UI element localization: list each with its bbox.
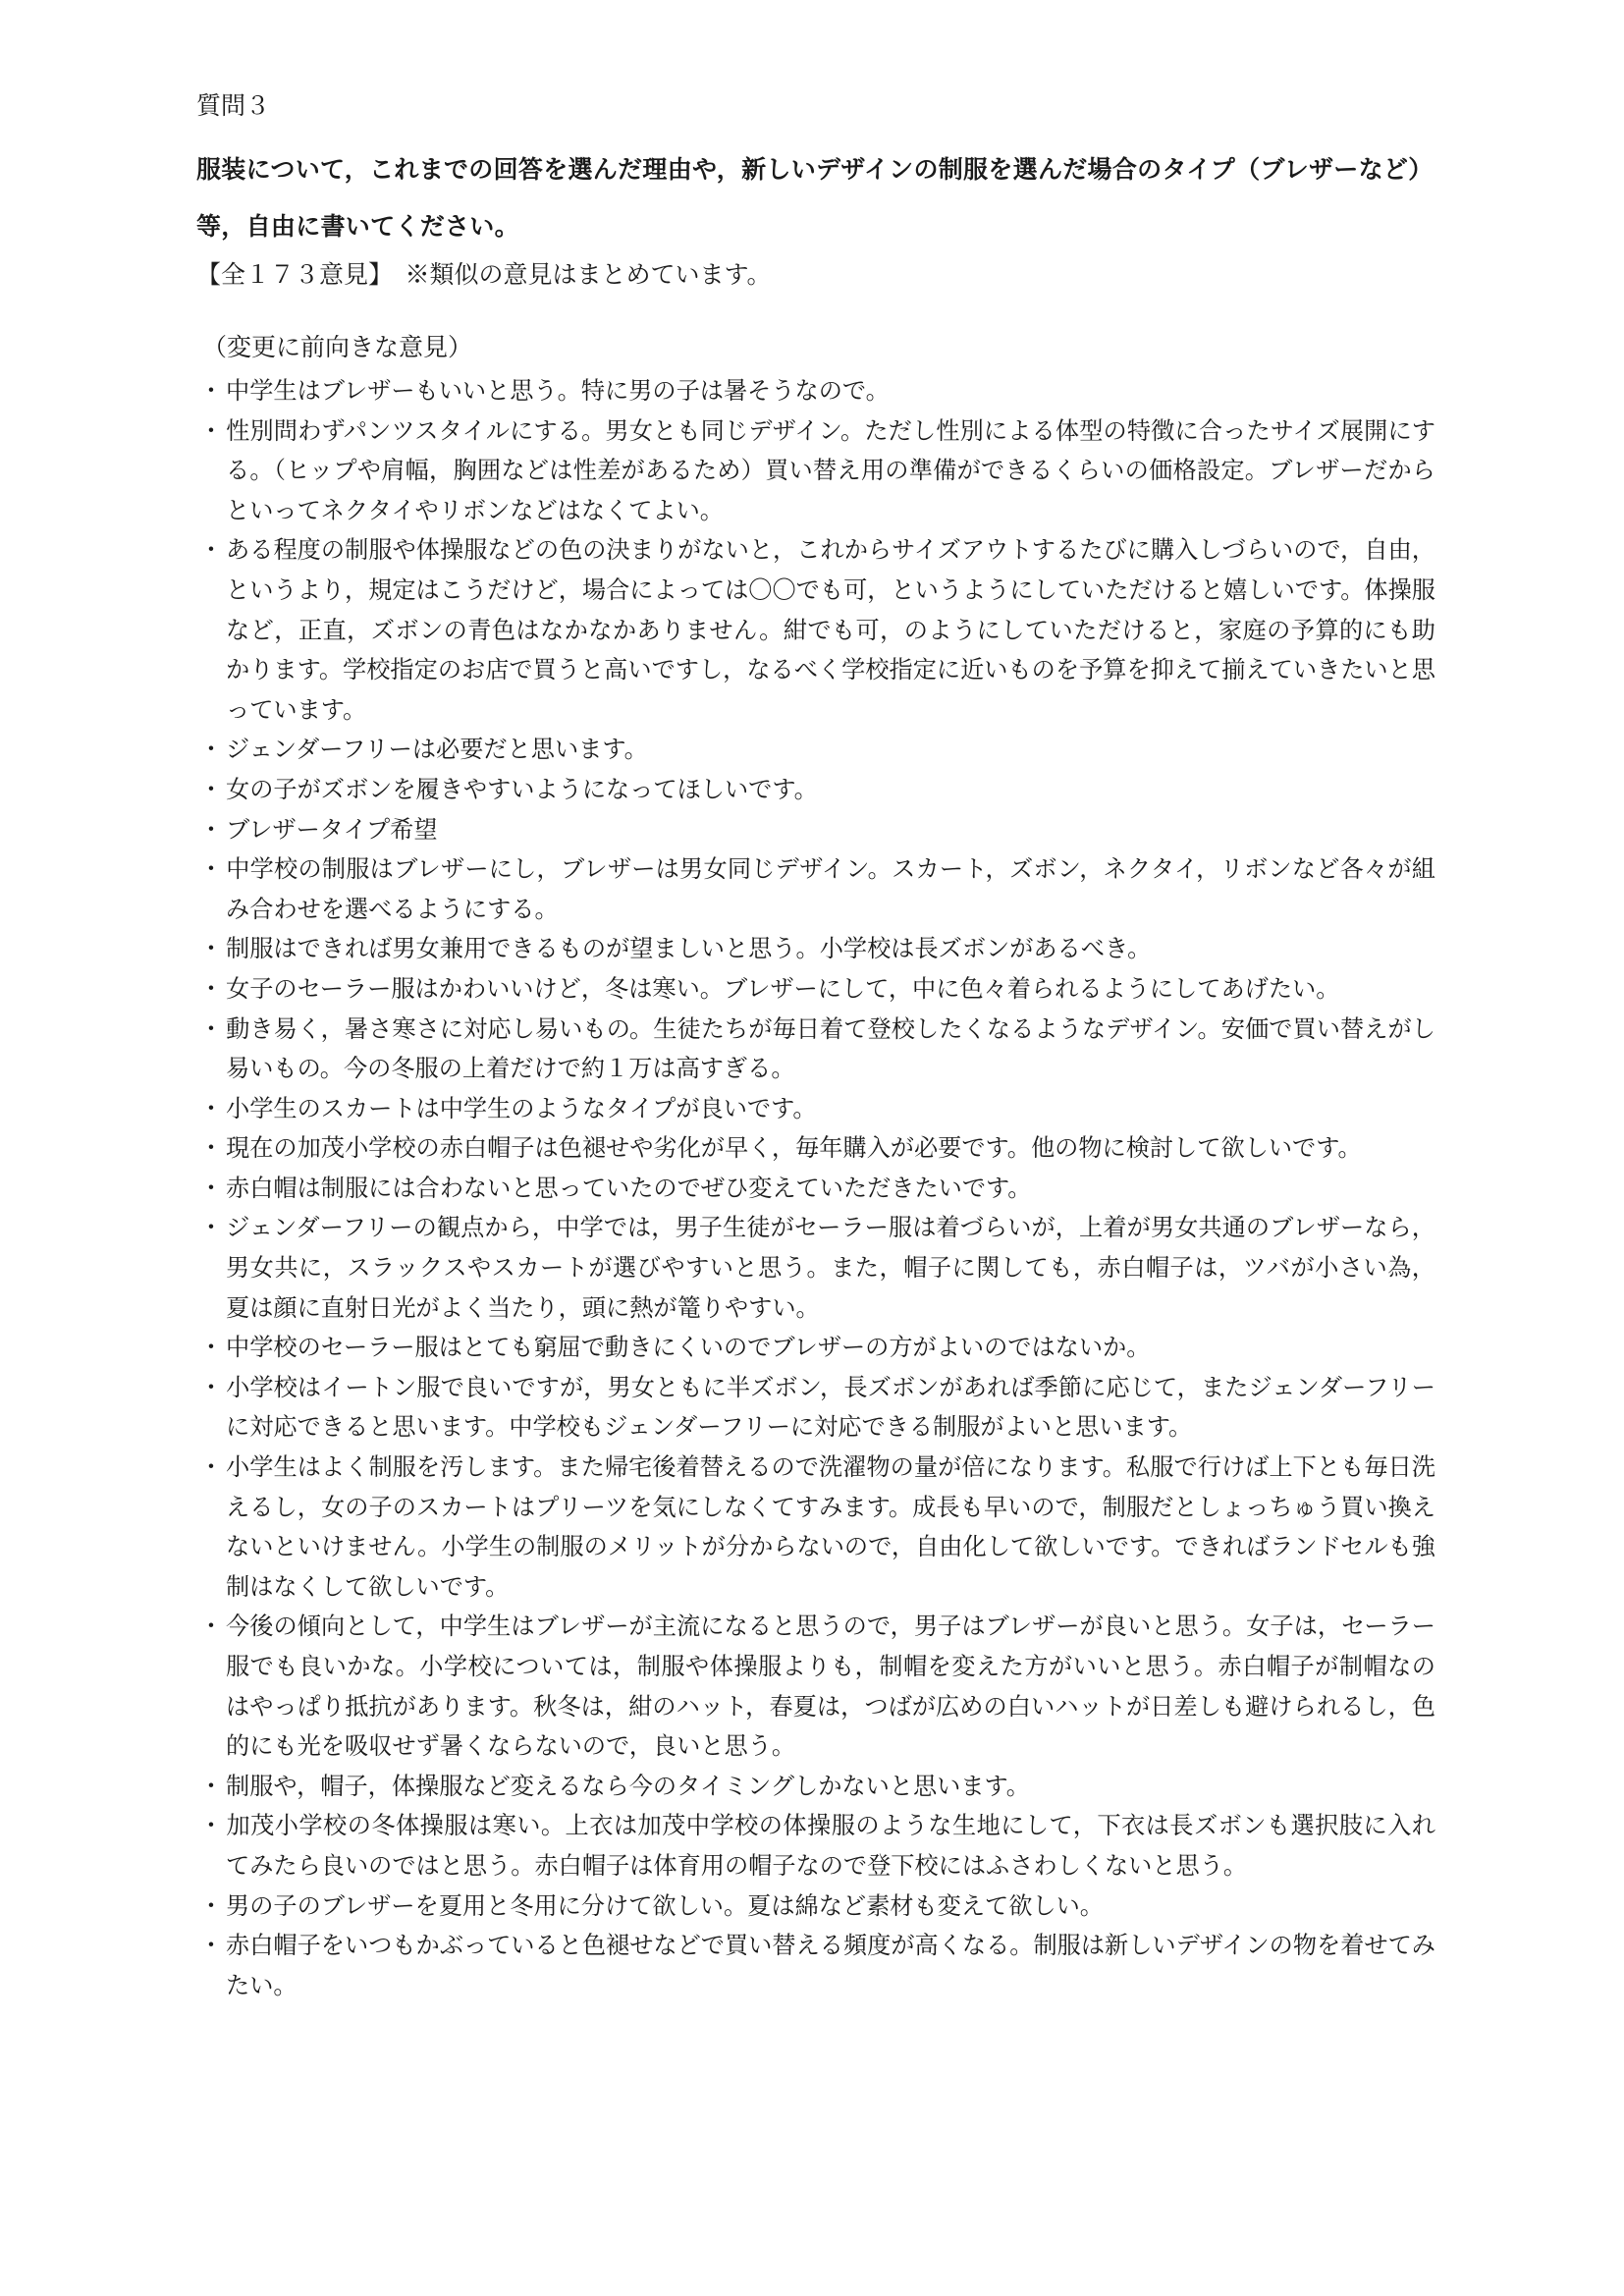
opinion-item xyxy=(196,810,1435,850)
bullet-icon: ・ xyxy=(198,1453,224,1482)
opinion-item xyxy=(196,969,1435,1010)
bullet-icon: ・ xyxy=(198,536,224,565)
bullet-icon: ・ xyxy=(198,1174,224,1202)
opinion-text: 中学生はブレザーもいいと思う。特に男の子は暑そうなので。 xyxy=(226,377,890,405)
opinion-text: 現在の加茂小学校の赤白帽子は色褪せや劣化が早く，毎年購入が必要です。他の物に検討して欲しいです。 xyxy=(226,1134,1362,1163)
bullet-icon: ・ xyxy=(198,1812,224,1840)
opinion-text: ブレザータイプ希望 xyxy=(226,815,438,844)
opinion-item xyxy=(196,770,1435,810)
bullet-icon: ・ xyxy=(198,1613,224,1641)
opinion-text: 女子のセーラー服はかわいいけど，冬は寒い。ブレザーにして，中に色々着られるようにしてあげたい。 xyxy=(226,974,1340,1003)
opinion-text: 制服や，帽子，体操服など変えるなら今のタイミングしかないと思います。 xyxy=(226,1772,1030,1800)
opinion-text: 小学校はイートン服で良いですが，男女ともに半ズボン，長ズボンがあれば季節に応じて，またジェンダーフリーに対応できると思います。中学校もジェンダーフリーに対応できる制服がよいと思います。 xyxy=(226,1373,1435,1442)
opinion-text: 赤白帽は制服には合わないと思っていたのでぜひ変えていただきたいです。 xyxy=(226,1174,1032,1202)
bullet-icon: ・ xyxy=(198,1772,224,1800)
opinion-text: 性別問わずパンツスタイルにする。男女とも同じデザイン。ただし性別による体型の特徴に合ったサイズ展開にする。（ヒップや肩幅，胸囲などは性差があるため）買い替え用の準備ができるくらいの価格設定。ブレザーだからといってネクタイやリボンなどはなくてよい。 xyxy=(226,416,1435,524)
opinion-text: 女の子がズボンを履きやすいようになってほしいです。 xyxy=(226,775,818,803)
opinion-item xyxy=(196,849,1435,929)
opinion-text: 小学生のスカートは中学生のようなタイプが良いです。 xyxy=(226,1094,817,1122)
opinion-item xyxy=(196,371,1435,411)
bullet-icon: ・ xyxy=(198,1134,224,1163)
bullet-icon: ・ xyxy=(198,1014,224,1043)
opinion-item xyxy=(196,1886,1435,1927)
opinion-item xyxy=(196,929,1435,969)
opinion-item xyxy=(196,1607,1435,1766)
opinion-item xyxy=(196,1089,1435,1129)
bullet-icon: ・ xyxy=(198,935,224,963)
bullet-icon: ・ xyxy=(198,775,224,803)
bullet-icon: ・ xyxy=(198,416,224,445)
bullet-icon: ・ xyxy=(198,1932,224,1960)
opinion-text: 制服はできれば男女兼用できるものが望ましいと思う。小学校は長ズボンがあるべき。 xyxy=(226,935,1152,963)
opinion-item xyxy=(196,1448,1435,1607)
opinion-item xyxy=(196,1368,1435,1448)
question-number: 質問３ xyxy=(196,91,271,120)
bullet-icon: ・ xyxy=(198,855,224,884)
opinion-text: 今後の傾向として，中学生はブレザーが主流になると思うので，男子はブレザーが良いと思う。女子は，セーラー服でも良いかな。小学校については，制服や体操服よりも，制帽を変えた方がいいと思う。赤白帽子が制帽なのはやっぱり抵抗があります。秋冬は，紺のハット，春夏は，つばが広めの白いハットが日差しも避けられるし，色的にも光を吸収せず暑くならないので，良いと思う。 xyxy=(226,1613,1435,1761)
opinion-item xyxy=(196,1208,1435,1328)
bullet-icon: ・ xyxy=(198,1891,224,1920)
opinion-item xyxy=(196,1010,1435,1089)
opinion-item xyxy=(196,1806,1435,1886)
opinion-item xyxy=(196,1128,1435,1169)
document-page xyxy=(196,86,1435,2005)
opinion-item xyxy=(196,1328,1435,1368)
opinion-text: 中学校の制服はブレザーにし，ブレザーは男女同じデザイン。スカート，ズボン，ネクタイ，リボンなど各々が組み合わせを選べるようにする。 xyxy=(226,855,1435,923)
opinion-text: ジェンダーフリーは必要だと思います。 xyxy=(226,736,648,764)
opinion-text: 動き易く，暑さ寒さに対応し易いもの。生徒たちが毎日着て登校したくなるようなデザイン。安価で買い替えがし易いもの。今の冬服の上着だけで約１万は高すぎる。 xyxy=(226,1014,1435,1083)
section-title: （変更に前向きな意見） xyxy=(202,333,473,361)
opinion-item xyxy=(196,1169,1435,1209)
opinion-item xyxy=(196,411,1435,531)
bullet-icon: ・ xyxy=(198,377,224,405)
opinion-item xyxy=(196,530,1435,730)
bullet-icon: ・ xyxy=(198,1334,224,1362)
bullet-icon: ・ xyxy=(198,1214,224,1242)
bullet-icon: ・ xyxy=(198,815,224,844)
bullet-icon: ・ xyxy=(198,1373,224,1401)
opinion-text: 加茂小学校の冬体操服は寒い。上衣は加茂中学校の体操服のような生地にして，下衣は長ズボンも選択肢に入れてみたら良いのではと思う。赤白帽子は体育用の帽子なので登下校にはふさわしくないと思う。 xyxy=(226,1812,1435,1880)
opinion-list xyxy=(196,371,1435,2005)
opinion-text: 赤白帽子をいつもかぶっていると色褪せなどで買い替える頻度が高くなる。制服は新しいデザインの物を着せてみたい。 xyxy=(226,1932,1435,1999)
bullet-icon: ・ xyxy=(198,974,224,1003)
opinion-summary: 【全１７３意見】 ※類似の意見はまとめています。 xyxy=(196,260,772,289)
opinion-item xyxy=(196,1926,1435,2005)
opinion-text: ある程度の制服や体操服などの色の決まりがないと，これからサイズアウトするたびに購入しづらいので，自由，というより，規定はこうだけど，場合によっては〇〇でも可，というようにしていただけると嬉しいです。体操服など，正直，ズボンの青色はなかなかありません。紺でも可，のようにしていただけると，家庭の予算的にも助かります。学校指定のお店で買うと高いですし，なるべく学校指定に近いものを予算を抑えて揃えていきたいと思っています。 xyxy=(226,536,1435,724)
question-text: 服装について，これまでの回答を選んだ理由や，新しいデザインの制服を選んだ場合のタイプ（ブレザーなど）等，自由に書いてください。 xyxy=(196,155,1434,241)
opinion-item xyxy=(196,730,1435,770)
opinion-text: 小学生はよく制服を汚します。また帰宅後着替えるので洗濯物の量が倍になります。私服で行けば上下とも毎日洗えるし，女の子のスカートはプリーツを気にしなくてすみます。成長も早いので，制服だとしょっちゅう買い換えないといけません。小学生の制服のメリットが分からないので，自由化して欲しいです。できればランドセルも強制はなくして欲しいです。 xyxy=(226,1453,1435,1601)
opinion-text: ジェンダーフリーの観点から，中学では，男子生徒がセーラー服は着づらいが，上着が男女共通のブレザーなら，男女共に，スラックスやスカートが選びやすいと思う。また，帽子に関しても，赤白帽子は，ツバが小さい為，夏は顔に直射日光がよく当たり，頭に熱が篭りやすい。 xyxy=(226,1214,1435,1322)
opinion-text: 中学校のセーラー服はとても窮屈で動きにくいのでブレザーの方がよいのではないか。 xyxy=(226,1334,1151,1362)
opinion-text: 男の子のブレザーを夏用と冬用に分けて欲しい。夏は綿など素材も変えて欲しい。 xyxy=(226,1891,1104,1920)
bullet-icon: ・ xyxy=(198,1094,224,1122)
opinion-item xyxy=(196,1767,1435,1807)
bullet-icon: ・ xyxy=(198,736,224,764)
